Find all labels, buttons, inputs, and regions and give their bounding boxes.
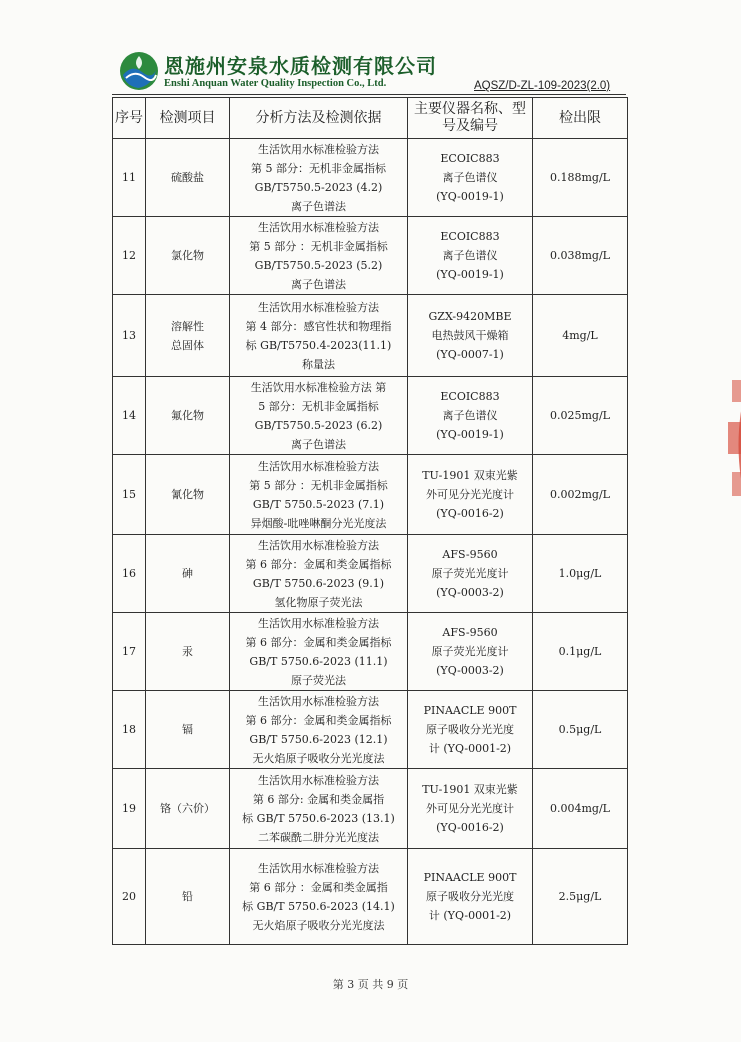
- instrument-line: (YQ-0019-1): [436, 428, 504, 441]
- test-item: [146, 377, 230, 455]
- row-number: 12: [113, 217, 146, 295]
- detection-limit: 0.004mg/L: [533, 769, 628, 849]
- instrument-line: 原子吸收分光光度: [426, 723, 514, 736]
- instrument-line: 电热鼓风干燥箱: [431, 329, 509, 342]
- test-item-line: 砷: [182, 567, 193, 580]
- instrument: [408, 295, 533, 377]
- col-header-limit: 检出限: [533, 98, 628, 139]
- analysis-method-line: 生活饮用水标准检验方法 第: [250, 380, 387, 394]
- instrument-line: 外可见分光光度计: [426, 488, 514, 501]
- test-item-line: 镉: [182, 723, 193, 736]
- analysis-method-line: 生活饮用水标准检验方法: [258, 694, 379, 708]
- instrument-line: PINAACLE 900T: [423, 704, 517, 717]
- table-row: [113, 377, 628, 455]
- analysis-method-line: 生活饮用水标准检验方法: [258, 616, 379, 630]
- instrument: [408, 769, 533, 849]
- analysis-method-line: 无火焰原子吸收分光光度法: [252, 751, 385, 765]
- detection-limit: 2.5μg/L: [533, 849, 628, 945]
- table-header-row: [113, 98, 628, 139]
- row-number: 15: [113, 455, 146, 535]
- instrument-line: 计 (YQ-0001-2): [428, 742, 512, 755]
- analysis-method-line: 二苯碳酰二肼分光光度法: [258, 830, 379, 844]
- test-item-line: 汞: [182, 645, 193, 658]
- instrument-line: (YQ-0019-1): [436, 268, 504, 281]
- instrument: [408, 377, 533, 455]
- table-row: [113, 849, 628, 945]
- analysis-method-line: 生活饮用水标准检验方法: [258, 459, 379, 473]
- instrument-line: (YQ-0016-2): [436, 821, 504, 834]
- detection-limit: 1.0μg/L: [533, 535, 628, 613]
- instrument-line: 外可见分光光度计: [426, 802, 514, 815]
- analysis-method: [230, 535, 408, 613]
- detection-limit: 0.1μg/L: [533, 613, 628, 691]
- analysis-method: [230, 139, 408, 217]
- table-row: [113, 217, 628, 295]
- test-item: [146, 769, 230, 849]
- page-number: 第 3 页 共 9 页: [332, 978, 409, 991]
- detection-limit: 4mg/L: [533, 295, 628, 377]
- instrument-line: (YQ-0003-2): [436, 664, 504, 677]
- analysis-method-line: 第 6 部分：金属和类金属指标: [245, 635, 392, 649]
- row-number: 18: [113, 691, 146, 769]
- analysis-method-line: 无火焰原子吸收分光光度法: [252, 918, 385, 932]
- analysis-method: [230, 377, 408, 455]
- row-number: 19: [113, 769, 146, 849]
- analysis-method-line: GB/T 5750.6-2023 (11.1): [249, 654, 388, 668]
- analysis-method: [230, 769, 408, 849]
- row-number: 11: [113, 139, 146, 217]
- instrument-line: PINAACLE 900T: [423, 871, 517, 884]
- row-number: 13: [113, 295, 146, 377]
- analysis-method-line: 生活饮用水标准检验方法: [258, 773, 379, 787]
- analysis-method-line: 第 6 部分 ：金属和类金属指: [249, 880, 388, 894]
- test-item-line: 氰化物: [171, 488, 204, 501]
- test-item: [146, 295, 230, 377]
- analysis-method-line: 标 GB/T 5750.6-2023 (14.1): [242, 899, 395, 913]
- analysis-method-line: 第 6 部分：金属和类金属指标: [245, 713, 392, 727]
- instrument-line: 离子色谱仪: [442, 249, 498, 262]
- analysis-method: [230, 691, 408, 769]
- col-header-item: 检测项目: [146, 98, 230, 139]
- instrument-line: (YQ-0007-1): [436, 348, 504, 361]
- analysis-method-line: 氢化物原子荧光法: [274, 595, 363, 609]
- detection-limit: 0.5μg/L: [533, 691, 628, 769]
- instrument-line: ECOIC883: [440, 152, 500, 165]
- detection-limit: 0.025mg/L: [533, 377, 628, 455]
- analysis-method: [230, 455, 408, 535]
- analysis-method: [230, 849, 408, 945]
- instrument-line: 离子色谱仪: [442, 409, 498, 422]
- analysis-method-line: 第 5 部分 ：无机非金属指标: [249, 239, 388, 253]
- instrument-line: (YQ-0003-2): [436, 586, 504, 599]
- analysis-method-line: 5 部分：无机非金属指标: [258, 399, 379, 413]
- instrument: [408, 217, 533, 295]
- company-logo: [118, 50, 160, 92]
- instrument-line: 离子色谱仪: [442, 171, 498, 184]
- analysis-method: [230, 613, 408, 691]
- analysis-method-line: 标 GB/T5750.4-2023(11.1): [245, 338, 392, 352]
- analysis-method-line: 称量法: [302, 357, 335, 371]
- instrument-line: (YQ-0016-2): [436, 507, 504, 520]
- instrument: [408, 613, 533, 691]
- table-row: [113, 769, 628, 849]
- analysis-method-line: 离子色谱法: [291, 277, 346, 291]
- instrument-line: 计 (YQ-0001-2): [428, 909, 512, 922]
- instrument-line: 原子吸收分光光度: [426, 890, 514, 903]
- test-item: [146, 535, 230, 613]
- test-item: [146, 139, 230, 217]
- test-item-line: 硫酸盐: [171, 171, 204, 184]
- test-item-line: 氯化物: [171, 249, 204, 262]
- instrument-line: 原子荧光光度计: [431, 645, 509, 658]
- col-header-method: 分析方法及检测依据: [230, 98, 408, 139]
- instrument: [408, 849, 533, 945]
- row-number: 16: [113, 535, 146, 613]
- header-divider: [112, 94, 626, 95]
- analysis-method-line: 异烟酸-吡唑啉酮分光光度法: [250, 516, 387, 530]
- instrument-line: ECOIC883: [440, 230, 500, 243]
- analysis-method-line: 生活饮用水标准检验方法: [258, 220, 379, 234]
- test-item-line: 总固体: [171, 338, 204, 352]
- analysis-method-line: 生活饮用水标准检验方法: [258, 538, 379, 552]
- table-row: [113, 455, 628, 535]
- instrument: [408, 535, 533, 613]
- col-header-instrument: 主要仪器名称、型号及编号: [408, 98, 533, 139]
- instrument-line: ECOIC883: [440, 390, 500, 403]
- analysis-method-line: 离子色谱法: [291, 437, 346, 451]
- test-item-line: 溶解性: [171, 319, 204, 333]
- analysis-method-line: 生活饮用水标准检验方法: [258, 142, 379, 156]
- detection-limit: 0.002mg/L: [533, 455, 628, 535]
- test-item: [146, 613, 230, 691]
- test-item: [146, 217, 230, 295]
- analysis-method-line: 标 GB/T 5750.6-2023 (13.1): [242, 811, 395, 825]
- test-item-line: 氟化物: [171, 409, 204, 422]
- analysis-method-line: 第 6 部分: 金属和类金属指: [252, 792, 385, 806]
- table-row: [113, 691, 628, 769]
- inspection-methods-table: [112, 97, 628, 945]
- analysis-method-line: GB/T5750.5-2023 (5.2): [254, 258, 383, 272]
- analysis-method-line: GB/T 5750.6-2023 (9.1): [252, 576, 385, 590]
- document-number: AQSZ/D-ZL-109-2023(2.0): [474, 80, 611, 92]
- test-item-line: 铬（六价）: [160, 802, 215, 815]
- analysis-method-line: GB/T 5750.6-2023 (12.1): [249, 732, 388, 746]
- instrument-line: AFS-9560: [442, 626, 498, 639]
- analysis-method-line: 第 4 部分：感官性状和物理指: [245, 319, 392, 333]
- instrument-line: AFS-9560: [442, 548, 498, 561]
- instrument: [408, 691, 533, 769]
- col-header-no: 序号: [113, 98, 146, 139]
- table-row: [113, 613, 628, 691]
- table-row: [113, 139, 628, 217]
- analysis-method-line: 第 6 部分：金属和类金属指标: [245, 557, 392, 571]
- test-item: [146, 849, 230, 945]
- analysis-method: [230, 217, 408, 295]
- analysis-method-line: 生活饮用水标准检验方法: [258, 300, 379, 314]
- instrument: [408, 455, 533, 535]
- instrument-line: 原子荧光光度计: [431, 567, 509, 580]
- detection-limit: 0.038mg/L: [533, 217, 628, 295]
- test-item-line: 铅: [182, 890, 193, 903]
- test-item: [146, 455, 230, 535]
- analysis-method-line: 第 5 部分 ：无机非金属指标: [249, 478, 388, 492]
- row-number: 14: [113, 377, 146, 455]
- test-item: [146, 691, 230, 769]
- instrument-line: GZX-9420MBE: [428, 310, 512, 323]
- instrument: [408, 139, 533, 217]
- instrument-line: TU-1901 双束光紫: [422, 783, 518, 796]
- red-seal-stamp-edge: [722, 360, 741, 530]
- company-name-cn: 恩施州安泉水质检测有限公司: [164, 54, 437, 78]
- row-number: 17: [113, 613, 146, 691]
- instrument-line: (YQ-0019-1): [436, 190, 504, 203]
- table-row: [113, 535, 628, 613]
- row-number: 20: [113, 849, 146, 945]
- analysis-method-line: 第 5 部分：无机非金属指标: [251, 161, 386, 175]
- analysis-method-line: 生活饮用水标准检验方法: [258, 861, 379, 875]
- table-row: [113, 295, 628, 377]
- analysis-method-line: GB/T5750.5-2023 (6.2): [254, 418, 383, 432]
- analysis-method-line: GB/T5750.5-2023 (4.2): [254, 180, 383, 194]
- company-name-en: Enshi Anquan Water Quality Inspection Co., Ltd.: [164, 78, 387, 89]
- analysis-method-line: 原子荧光法: [291, 673, 346, 687]
- analysis-method: [230, 295, 408, 377]
- analysis-method-line: 离子色谱法: [291, 199, 346, 213]
- detection-limit: 0.188mg/L: [533, 139, 628, 217]
- analysis-method-line: GB/T 5750.5-2023 (7.1): [252, 497, 385, 511]
- instrument-line: TU-1901 双束光紫: [422, 469, 518, 482]
